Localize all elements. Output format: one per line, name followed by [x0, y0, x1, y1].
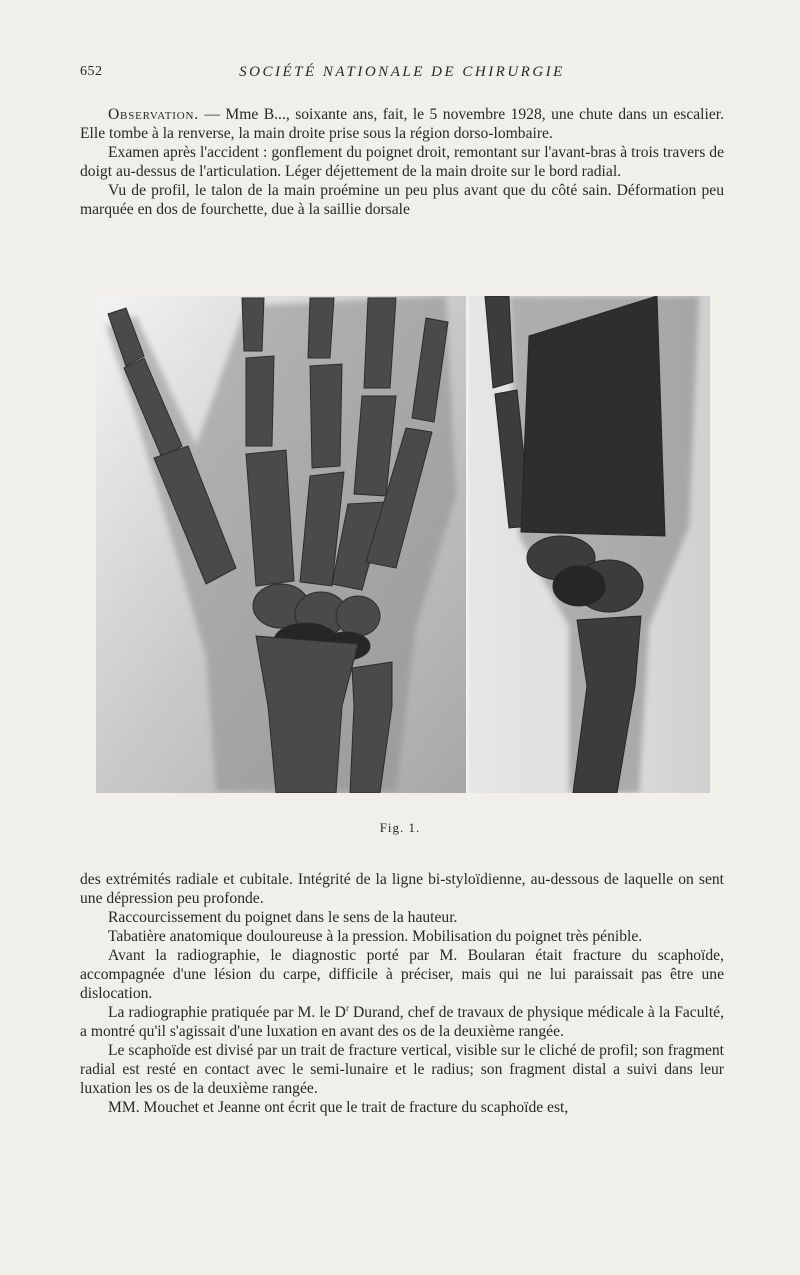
- paragraph: Avant la radiographie, le diagnostic porté par M. Boularan était fracture du scaphoïde, accompagnée d'une lésion du carpe, difficile à préciser, mais qui ne lui paraissait pas être une dislocation.: [80, 947, 724, 1002]
- xray-lateral-view: [469, 296, 710, 793]
- xray-lateral-image: [469, 296, 710, 793]
- observation-label: Observation.: [108, 106, 199, 123]
- superscript: r: [345, 1002, 349, 1013]
- running-header: [80, 64, 724, 84]
- journal-title: SOCIÉTÉ NATIONALE DE CHIRURGIE: [239, 64, 565, 80]
- xray-frontal-view: [96, 296, 466, 793]
- paragraph: MM. Mouchet et Jeanne ont écrit que le trait de fracture du scaphoïde est,: [108, 1099, 569, 1116]
- figure-caption: Fig. 1.: [379, 820, 421, 835]
- paragraph: Le scaphoïde est divisé par un trait de fracture vertical, visible sur le cliché de profil; son fragment radial est resté en contact avec le semi-lunaire et le radius; son fragment distal a suivi dans leur luxation les os de la deuxième rangée.: [80, 1042, 724, 1097]
- paragraph: Vu de profil, le talon de la main proémine un peu plus avant que du côté sain. Déformation peu marquée en dos de fourchette, due à la saillie dorsale: [80, 182, 724, 218]
- paragraph: [80, 105, 724, 143]
- paragraph: Tabatière anatomique douloureuse à la pression. Mobilisation du poignet très pénible.: [108, 928, 643, 945]
- paragraph: Examen après l'accident : gonflement du poignet droit, remontant sur l'avant-bras à trois travers de doigt au-dessus de l'articulation. Léger déjettement de la main droite sur le bord radial.: [80, 144, 724, 180]
- paragraph: Raccourcissement du poignet dans le sens de la hauteur.: [108, 909, 458, 926]
- paragraph-text: Durand, chef de travaux de physique médicale à la Faculté, a montré qu'il s'agissait d'une luxation en avant des os de la deuxième rangée.: [80, 1004, 724, 1040]
- radiograph-figure: [96, 296, 710, 793]
- paragraph: [80, 1003, 724, 1041]
- observation-text: [80, 105, 724, 219]
- xray-frontal-image: [96, 296, 466, 793]
- page-number: 652: [80, 64, 103, 79]
- paragraph: des extrémités radiale et cubitale. Intégrité de la ligne bi-styloïdienne, au-dessous de laquelle on sent une dépression peu profonde.: [80, 871, 724, 907]
- paragraph-text: — Mme B..., soixante ans, fait, le 5 novembre 1928, une chute dans un escalier. Elle tombe à la renverse, la main droite prise sous la région dorso-lombaire.: [80, 106, 724, 142]
- paragraph-text: La radiographie pratiquée par M. le D: [108, 1004, 346, 1021]
- continuation-text: [80, 870, 724, 1117]
